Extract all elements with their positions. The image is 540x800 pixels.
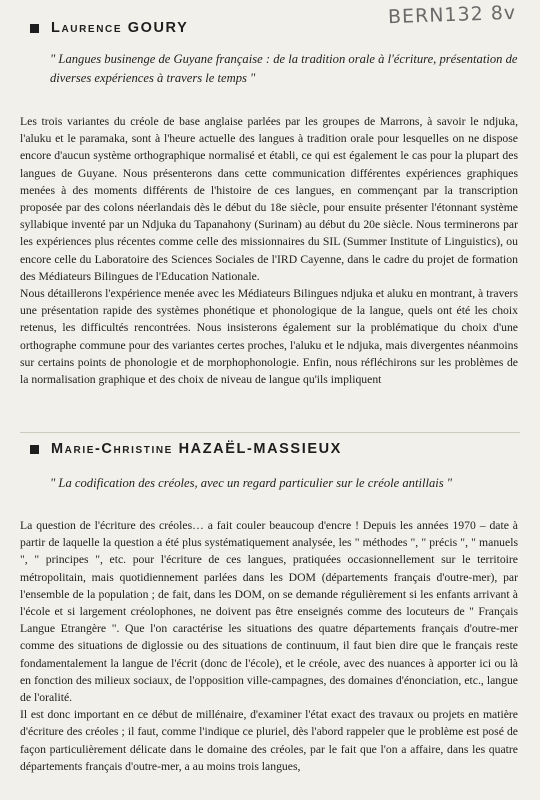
section-1-header [30,20,188,36]
section-2-author: Marie-Christine HAZAËL-MASSIEUX [51,441,342,457]
section-divider [20,432,520,433]
section-1-paragraph-2: Nous détaillerons l'expérience menée avec les Médiateurs Bilingues ndjuka et aluku en montrant, à travers une présentation rapide des systèmes phonétique et phonologique de la langue, quels ont été les choix retenus, les difficultés rencontrées. Nous insisterons également sur la problématique du choix d'une orthographe commune pour des variantes certes proches, l'aluku et le ndjuka, mais divergentes néanmoins sur certains points de phonologie et de morphophonologie. Enfin, nous réfléchirons sur les problèmes de la normalisation graphique et des choix de niveau de langue qu'ils impliquent [20,287,518,387]
section-2-body [20,517,518,775]
square-bullet-icon [30,445,39,454]
section-2-paragraph-1: La question de l'écriture des créoles… a fait couler beaucoup d'encre ! Depuis les années 1970 – date à partir de laquelle la question a été plus systématiquement analysée, les " méthodes ", " précis ", " manuels ", " principes ", etc. pour l'écriture de ces langues, pratiquées occasionnellement sur le territoire métropolitain, mais quotidiennement parlées dans les DOM (départements français d'outre-mer), par l'ensemble de la population ; de fait, dans les DOM, on se demande régulièrement si les enfants arrivant à l'école et si largement créolophones, ne doivent pas être enseignés comme des locuteurs de " Français Langue Etrangère ". Que l'on caractérise les situations des quatre départements français d'outre-mer comme des situations de diglossie ou des situations de continuum, il faut bien dire que le français reste fondamentalement la langue de l'écrit (donc de l'école), et le créole, avec des nuances à apporter ici ou là en fonction des milieux sociaux, de l'opposition ville-campagnes, des domaines d'énonciation, etc., langue de l'oralité. [20,519,518,705]
section-1-author: Laurence GOURY [51,20,189,36]
section-2-title: " La codification des créoles, avec un regard particulier sur le créole antillais " [50,476,453,490]
section-1-paragraph-1: Les trois variantes du créole de base anglaise parlées par les groupes de Marrons, à savoir le ndjuka, l'aluku et le paramaka, sont à l'heure actuelle des langues à tradition orale pour lesquelles on ne dispose encore d'aucun système orthographique normalisé et établi, ce qui est également le cas pour la plupart des langues de Guyane. Nous présenterons dans cette communication différentes expériences graphiques menées à des moments différents de l'histoire de ces langues, en commençant par la transcription proposée par des colons néerlandais dès le début du 18e siècle, pour ensuite présenter l'étonnant système syllabique inventé par un Ndjuka du Tapanahony (Surinam) au début du 20e siècle. Nous terminerons par les expériences plus récentes comme celle des missionnaires du SIL (Summer Institute of Linguistics), ou encore celle du Laboratoire des Sciences Sociales de l'IRD Cayenne, dans le cadre du projet de formation des Médiateurs Bilingues de l'Education Nationale. [20,115,518,283]
section-2-header [30,441,342,457]
section-2-paragraph-2: Il est donc important en ce début de millénaire, d'examiner l'état exact des travaux ou projets en matière d'écriture des créoles ; il faut, comme l'indique ce pluriel, dès l'abord rappeler que le problème est posé de façon particulièrement délicate dans le domaine des créoles, par le fait que l'on a affaire, dans les quatre départements français d'outre-mer, a au moins trois langues, [20,708,518,773]
section-1-body [20,113,518,388]
library-stamp: BERN132 8v [387,1,517,29]
square-bullet-icon [30,24,39,33]
section-1-title: " Langues businenge de Guyane française : de la tradition orale à l'écriture, présentation de diverses expériences à travers le temps " [50,52,518,85]
